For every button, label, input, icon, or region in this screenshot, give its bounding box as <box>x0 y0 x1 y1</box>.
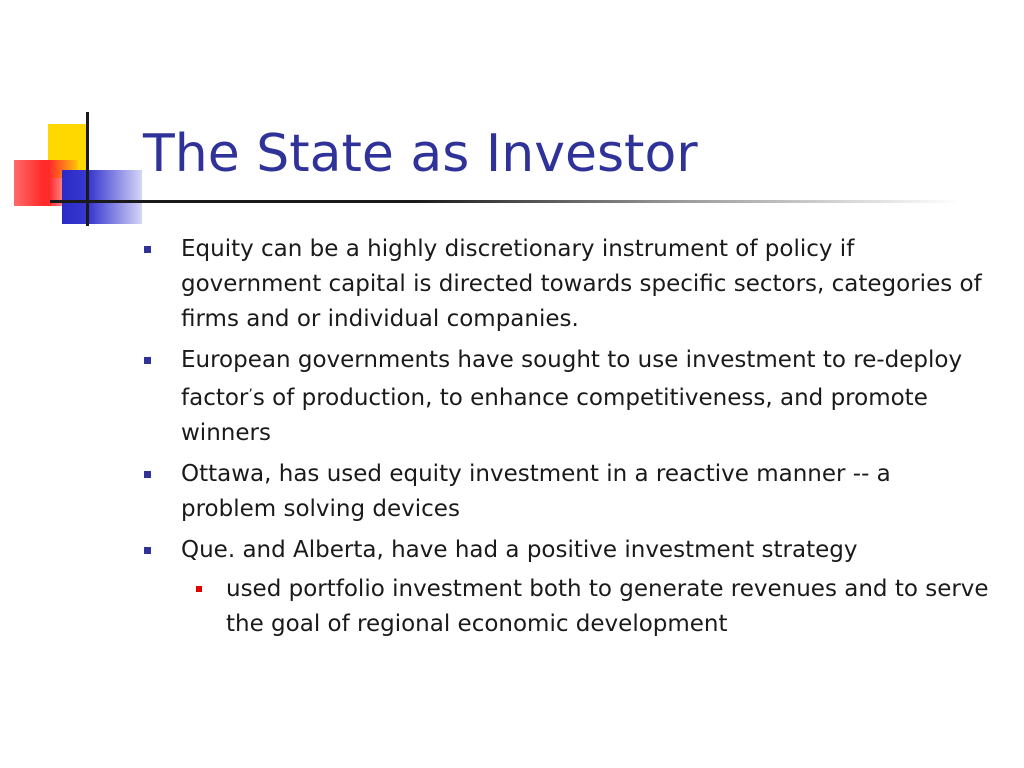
square-bullet-icon <box>144 547 151 554</box>
bullet-text: Que. and Alberta, have had a positive investment strategy <box>181 537 858 563</box>
slide-title: The State as Investor <box>143 124 698 184</box>
bullet-list <box>140 232 990 648</box>
bullet-item <box>140 533 990 642</box>
bullet-item <box>140 232 990 337</box>
bullet-text-part: s of production, to enhance competitiveness, and promote winners <box>181 385 928 446</box>
bullet-item <box>140 343 990 451</box>
square-bullet-icon <box>144 246 151 253</box>
title-underline <box>50 200 960 203</box>
decorative-logo <box>0 0 150 240</box>
bullet-text-part: European governments have sought to use investment to re-deploy factor <box>181 347 963 411</box>
square-bullet-icon <box>144 471 151 478</box>
sub-bullet-text: used portfolio investment both to generate revenues and to serve the goal of regional economic development <box>226 576 989 637</box>
bullet-text: Ottawa, has used equity investment in a reactive manner -- a problem solving devices <box>181 461 891 522</box>
bullet-text <box>181 343 990 451</box>
bullet-item <box>140 457 990 527</box>
sub-bullet-item <box>181 572 990 642</box>
logo-vertical-line <box>86 112 89 226</box>
bullet-text: Equity can be a highly discretionary instrument of policy if government capital is directed towards specific sectors, categories of firms and or individual companies. <box>181 236 982 332</box>
square-bullet-icon <box>144 357 151 364</box>
red-square-bullet-icon <box>196 586 202 592</box>
sub-bullet-list <box>181 572 990 642</box>
logo-blue-square <box>62 170 142 224</box>
bullet-text-apostrophe: ’ <box>248 387 253 403</box>
